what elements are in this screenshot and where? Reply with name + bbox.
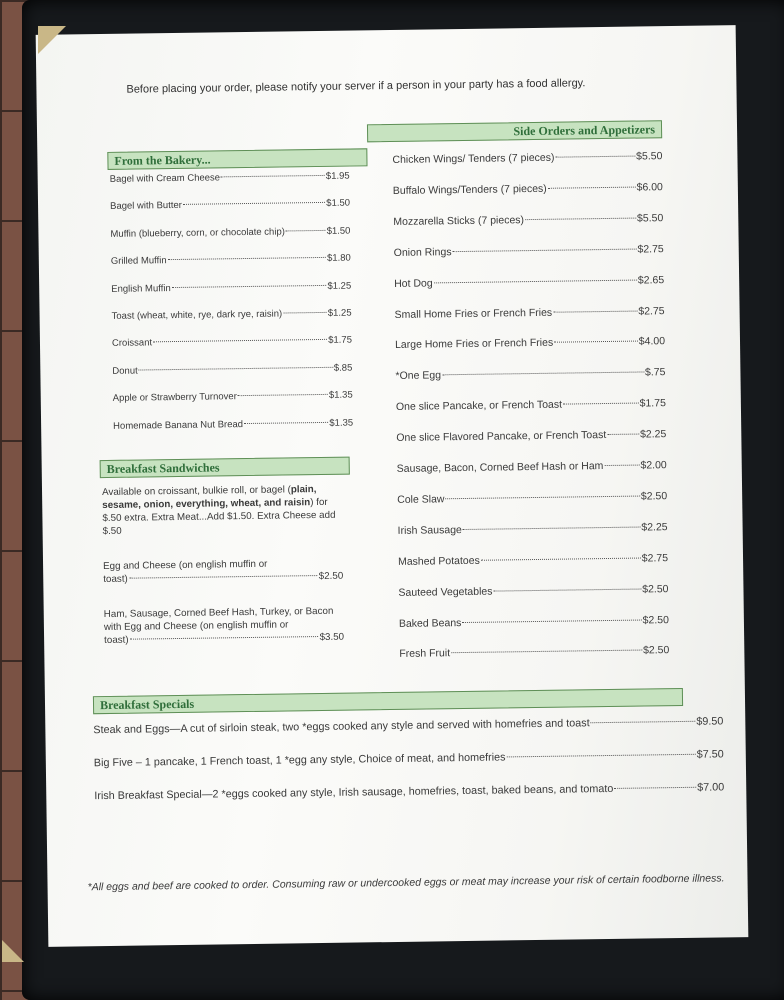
- side-item-price: $2.75: [641, 551, 669, 565]
- sandwich-section-title: Breakfast Sandwiches: [106, 460, 220, 476]
- sandwich-intro-text-2: ) for $.50 extra. Extra Meat...Add $1.50. Extra Cheese add $.50: [102, 496, 336, 538]
- special-item: [94, 748, 724, 769]
- leader-dots: [130, 636, 319, 640]
- bakery-item-price: $1.80: [326, 252, 351, 265]
- leader-dots: [445, 495, 639, 499]
- side-item-name: Sauteed Vegetables: [398, 585, 493, 599]
- side-item-name: *One Egg: [395, 369, 442, 383]
- leader-dots: [286, 230, 326, 232]
- sandwich-item-2-line-1: Ham, Sausage, Corned Beef Hash, Turkey, or Bacon: [103, 605, 334, 621]
- special-item: [93, 715, 723, 736]
- leader-dots: [591, 721, 696, 723]
- bakery-item-price: $1.50: [326, 197, 351, 210]
- side-item-name: Mashed Potatoes: [397, 554, 480, 568]
- side-item: [393, 181, 663, 197]
- menu-page: [36, 25, 749, 947]
- leader-dots: [614, 787, 696, 789]
- side-item-price: $5.50: [636, 150, 663, 163]
- bakery-item-price: $1.75: [328, 334, 353, 347]
- side-item-price: $5.50: [636, 211, 664, 225]
- side-item-name: Sausage, Bacon, Corned Beef Hash or Ham: [396, 460, 604, 475]
- leader-dots: [607, 434, 639, 435]
- side-item-price: $2.50: [640, 490, 668, 503]
- leader-dots: [554, 341, 638, 343]
- leader-dots: [129, 575, 318, 579]
- side-item: [397, 490, 667, 506]
- leader-dots: [604, 465, 639, 466]
- leader-dots: [481, 557, 641, 560]
- leader-dots: [139, 367, 333, 371]
- side-item: [395, 336, 665, 352]
- bakery-item-name: Donut: [112, 365, 138, 377]
- special-item-price: $7.00: [697, 781, 725, 794]
- side-item: [398, 552, 668, 568]
- bakery-item-name: Homemade Banana Nut Bread: [113, 418, 244, 432]
- bakery-item: [110, 225, 350, 239]
- side-item-name: Large Home Fries or French Fries: [394, 337, 554, 352]
- leader-dots: [434, 279, 637, 283]
- bakery-item-name: Bagel with Butter: [109, 200, 182, 213]
- bakery-item-price: $.85: [333, 362, 353, 374]
- side-item-name: Hot Dog: [394, 277, 433, 290]
- bakery-item-name: English Muffin: [111, 282, 171, 295]
- sides-section-header: [367, 120, 662, 142]
- leader-dots: [525, 217, 636, 220]
- bakery-item-name: Grilled Muffin: [110, 255, 167, 268]
- special-item: [94, 781, 724, 802]
- side-item: [398, 583, 668, 599]
- leader-dots: [462, 619, 641, 623]
- side-item-price: $2.50: [642, 582, 669, 596]
- bakery-item-price: $1.95: [325, 170, 350, 182]
- bakery-item-name: Bagel with Cream Cheese: [109, 172, 221, 185]
- allergy-notice: Before placing your order, please notify your server if a person in your party has a food allergy.: [126, 77, 586, 96]
- side-item: [394, 243, 664, 259]
- leader-dots: [493, 588, 641, 591]
- side-item-name: Chicken Wings/ Tenders (7 pieces): [392, 151, 555, 166]
- sandwich-item-1: [103, 557, 343, 586]
- sandwich-intro: [102, 483, 343, 538]
- sandwich-item-2: [104, 605, 345, 647]
- binder-corner-top-left: [38, 26, 66, 54]
- side-item-name: One slice Flavored Pancake, or French Toast: [396, 429, 607, 445]
- side-item-price: $2.75: [638, 304, 665, 318]
- bakery-section-title: From the Bakery...: [114, 152, 211, 168]
- bakery-item-name: Apple or Strawberry Turnover: [112, 391, 237, 405]
- leader-dots: [172, 284, 327, 287]
- sandwich-item-2-price: $3.50: [319, 631, 345, 644]
- side-item-price: $2.75: [637, 242, 664, 256]
- leader-dots: [283, 312, 327, 314]
- bakery-item-name: Toast (wheat, white, rye, dark rye, raisin): [111, 308, 283, 322]
- leader-dots: [463, 526, 640, 529]
- side-item-price: $2.25: [641, 520, 668, 534]
- specials-section-header: [93, 688, 683, 714]
- bakery-item: [111, 280, 351, 294]
- side-item: [394, 274, 664, 290]
- food-safety-footnote: *All eggs and beef are cooked to order. Consuming raw or undercooked eggs or meat may increase your risk of certain foodborne illness.: [87, 872, 725, 894]
- leader-dots: [221, 175, 325, 177]
- sandwich-item-2-line-2: with Egg and Cheese (on english muffin or: [103, 619, 289, 634]
- bakery-item: [110, 198, 350, 212]
- bakery-item-price: $1.35: [329, 417, 354, 429]
- leader-dots: [153, 339, 327, 342]
- leader-dots: [168, 257, 326, 260]
- side-item-name: Small Home Fries or French Fries: [394, 306, 553, 321]
- side-item: [395, 366, 665, 382]
- side-item: [397, 459, 667, 475]
- leader-dots: [453, 248, 637, 252]
- special-item-price: $7.50: [696, 748, 724, 761]
- side-item: [392, 150, 662, 166]
- leader-dots: [555, 156, 635, 158]
- bakery-item-name: Muffin (blueberry, corn, or chocolate chip): [110, 226, 285, 240]
- sandwich-item-2-row: [104, 631, 344, 647]
- bakery-item-price: $1.25: [327, 280, 352, 292]
- side-item-price: $2.25: [639, 428, 667, 441]
- side-item: [398, 521, 668, 537]
- side-item-name: Onion Rings: [393, 245, 452, 259]
- bakery-item-name: Croissant: [111, 337, 153, 350]
- side-item-price: $2.50: [642, 644, 670, 657]
- special-item-price: $9.50: [696, 715, 724, 728]
- sandwich-section-header: [100, 457, 350, 478]
- bakery-item: [111, 253, 351, 267]
- side-item: [395, 305, 665, 321]
- special-item-name: Irish Breakfast Special—2 *eggs cooked any style, Irish sausage, homefries, toast, baked beans, and tomato: [94, 782, 614, 803]
- sandwich-intro-bold: plain, sesame, onion, everything, wheat, and raisin: [102, 484, 317, 512]
- sandwich-item-1-line-2: toast): [103, 573, 128, 586]
- sides-section-title: Side Orders and Appetizers: [513, 122, 656, 139]
- special-item-name: Big Five – 1 pancake, 1 French toast, 1 *egg any style, Choice of meat, and homefries: [93, 751, 506, 770]
- side-item: [399, 614, 669, 630]
- leader-dots: [553, 310, 637, 312]
- side-item-name: Baked Beans: [398, 616, 462, 630]
- side-item-name: One slice Pancake, or French Toast: [395, 398, 563, 414]
- specials-section-title: Breakfast Specials: [99, 696, 195, 713]
- side-item-name: Mozzarella Sticks (7 pieces): [393, 213, 525, 228]
- bakery-item: [112, 362, 352, 376]
- sandwich-item-1-price: $2.50: [318, 570, 344, 583]
- bakery-item-price: $1.25: [327, 307, 352, 319]
- bakery-item: [112, 335, 352, 349]
- leader-dots: [451, 650, 642, 654]
- side-item-name: Fresh Fruit: [399, 647, 451, 661]
- side-item-price: $2.65: [637, 273, 665, 287]
- side-item-name: Cole Slaw: [397, 493, 445, 506]
- leader-dots: [563, 403, 639, 405]
- bakery-item-price: $1.35: [328, 389, 353, 402]
- bakery-section-header: [107, 148, 367, 170]
- side-item: [399, 645, 669, 661]
- sandwich-intro-text-1: Available on croissant, bulkie roll, or bagel (: [101, 484, 291, 499]
- side-item-price: $2.50: [642, 613, 669, 627]
- side-item: [393, 212, 663, 228]
- side-item: [396, 397, 666, 413]
- side-item-name: Irish Sausage: [397, 523, 462, 537]
- leader-dots: [244, 421, 328, 423]
- binder-corner-bottom-left: [2, 940, 24, 962]
- bakery-item: [110, 171, 350, 185]
- sandwich-item-2-line-3: toast): [104, 634, 129, 647]
- bakery-item: [112, 308, 352, 322]
- side-item-price: $.75: [644, 366, 666, 379]
- side-item-price: $2.00: [640, 459, 667, 472]
- sandwich-item-1-line-1: Egg and Cheese (on english muffin or: [103, 558, 268, 573]
- bakery-item: [113, 390, 353, 404]
- side-item-price: $1.75: [639, 397, 666, 410]
- side-item: [396, 428, 666, 444]
- bakery-item-price: $1.50: [326, 225, 351, 237]
- leader-dots: [238, 394, 328, 396]
- leader-dots: [507, 754, 696, 758]
- sandwich-item-1-row: [103, 570, 343, 586]
- side-item-price: $6.00: [636, 181, 663, 194]
- leader-dots: [183, 202, 325, 205]
- side-item-name: Buffalo Wings/Tenders (7 pieces): [392, 182, 547, 197]
- special-item-name: Steak and Eggs—A cut of sirloin steak, two *eggs cooked any style and served with homefries and toast: [93, 717, 590, 737]
- side-item-price: $4.00: [638, 335, 666, 348]
- bakery-item: [113, 417, 353, 431]
- leader-dots: [548, 186, 636, 188]
- leader-dots: [442, 372, 644, 376]
